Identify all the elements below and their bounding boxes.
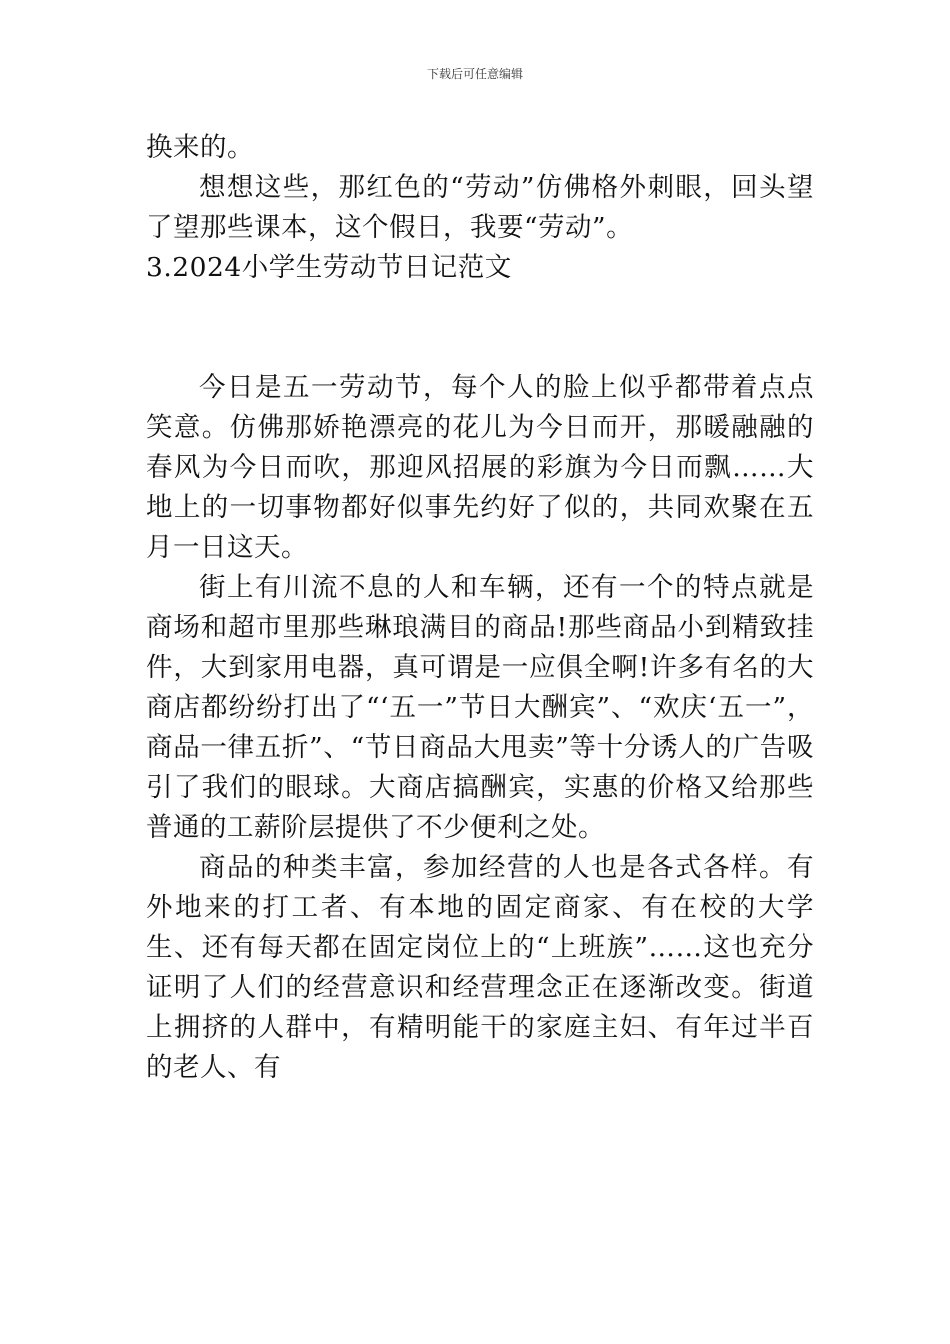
paragraph-2: 街上有川流不息的人和车辆，还有一个的特点就是商场和超市里那些琳琅满目的商品!那些商品小到精致挂件，大到家用电器，真可谓是一应俱全啊!许多有名的大商店都纷纷打出了“‘五一”节日大酬宾”、“欢庆‘五一”，商品一律五折”、“节日商品大甩卖”等十分诱人的广告吸引了我们的眼球。大商店搞酬宾，实惠的价格又给那些普通的工薪阶层提供了不少便利之处。 xyxy=(146,572,814,843)
document-body-top xyxy=(146,128,814,288)
paragraph-think: 想想这些，那红色的“劳动”仿佛格外刺眼，回头望了望那些课本，这个假日，我要“劳动”。 xyxy=(146,172,814,243)
document-body-main xyxy=(146,368,814,1088)
paragraph-1: 今日是五一劳动节，每个人的脸上似乎都带着点点笑意。仿佛那娇艳漂亮的花儿为今日而开，那暖融融的春风为今日而吹，那迎风招展的彩旗为今日而飘……大地上的一切事物都好似事先约好了似的，共同欢聚在五月一日这天。 xyxy=(146,372,814,563)
paragraph-continued: 换来的。 xyxy=(146,132,254,163)
section-heading: 3.2024小学生劳动节日记范文 xyxy=(146,252,512,283)
paragraph-3: 商品的种类丰富，参加经营的人也是各式各样。有外地来的打工者、有本地的固定商家、有在校的大学生、还有每天都在固定岗位上的“上班族”……这也充分证明了人们的经营意识和经营理念正在逐渐改变。街道上拥挤的人群中，有精明能干的家庭主妇、有年过半百的老人、有 xyxy=(146,852,814,1083)
page-header: 下载后可任意编辑 xyxy=(426,67,523,81)
